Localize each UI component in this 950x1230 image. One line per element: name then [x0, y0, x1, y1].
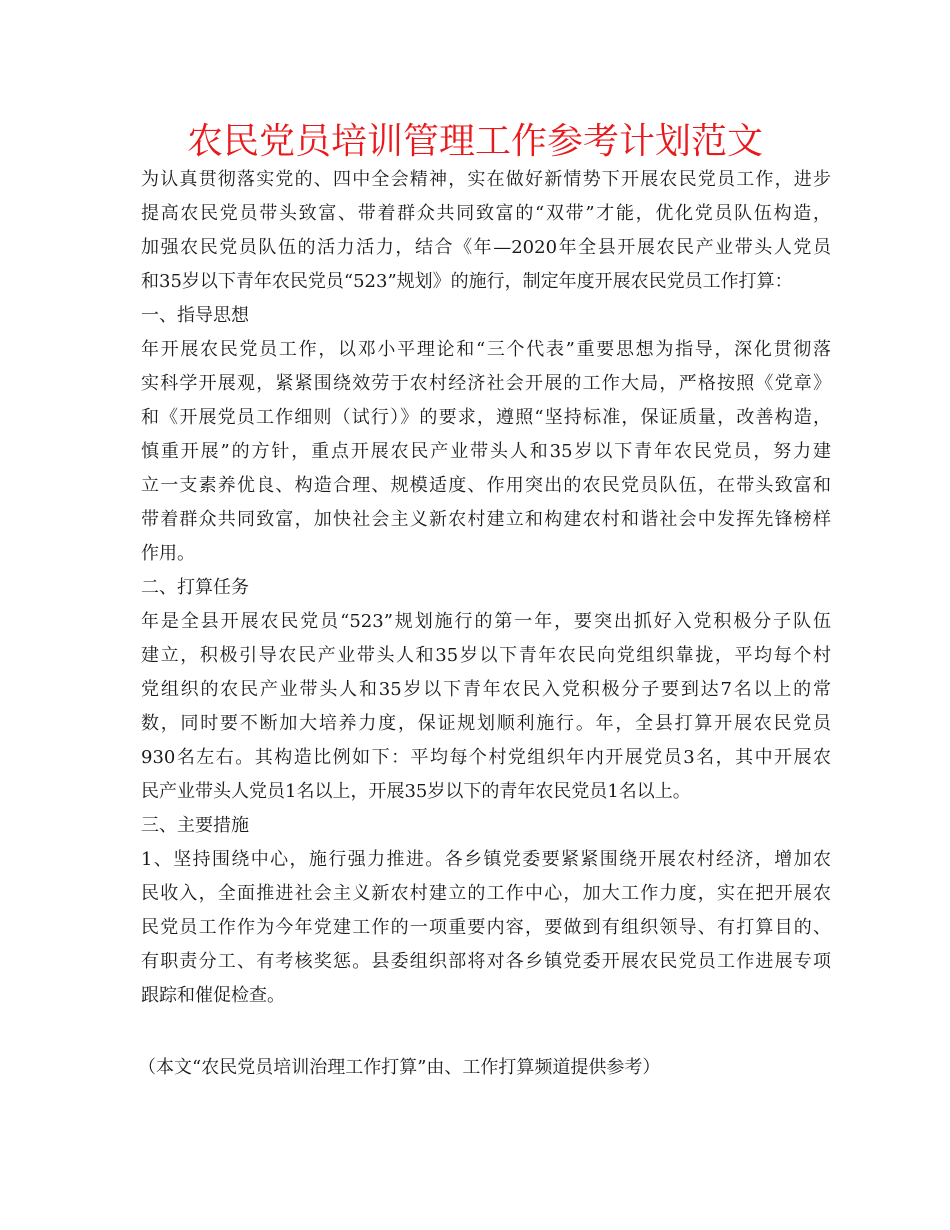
- section2-line: 数，同时要不断加大培养力度，保证规划顺利施行。年，全县打算开展农民党员: [141, 713, 831, 734]
- section1-line: 作用。: [141, 543, 195, 564]
- section2-line: 年是全县开展农民党员“523”规划施行的第一年，要突出抓好入党积极分子队伍: [141, 611, 831, 632]
- section-heading-main-measures: 三、主要措施: [141, 815, 249, 836]
- section-heading-plan-tasks: 二、打算任务: [141, 577, 249, 598]
- section1-line: 年开展农民党员工作，以邓小平理论和“三个代表”重要思想为指导，深化贯彻落: [141, 339, 831, 360]
- section1-line: 和《开展党员工作细则（试行）》的要求，遵照“坚持标准，保证质量，改善构造，: [141, 407, 831, 428]
- section2-line: 930名左右。其构造比例如下：平均每个村党组织年内开展党员3名，其中开展农: [141, 747, 831, 768]
- source-footnote: （本文“农民党员培训治理工作打算”由、工作打算频道提供参考）: [138, 1057, 661, 1078]
- section1-line: 慎重开展”的方针，重点开展农民产业带头人和35岁以下青年农民党员，努力建: [141, 441, 831, 462]
- intro-line: 和35岁以下青年农民党员“523”规划》的施行，制定年度开展农民党员工作打算：: [141, 271, 793, 292]
- section3-line: 民收入，全面推进社会主义新农村建立的工作中心，加大工作力度，实在把开展农: [141, 883, 831, 904]
- intro-line: 提高农民党员带头致富、带着群众共同致富的“双带”才能，优化党员队伍构造，: [141, 203, 831, 224]
- document-body: [141, 163, 831, 1013]
- section1-line: 带着群众共同致富，加快社会主义新农村建立和构建农村和谐社会中发挥先锋榜样: [141, 509, 831, 530]
- section3-line: 跟踪和催促检查。: [141, 985, 285, 1006]
- section3-line: 民党员工作作为今年党建工作的一项重要内容，要做到有组织领导、有打算目的、: [141, 917, 831, 938]
- section1-line: 实科学开展观，紧紧围绕效劳于农村经济社会开展的工作大局，严格按照《党章》: [141, 373, 831, 394]
- intro-line: 为认真贯彻落实党的、四中全会精神，实在做好新情势下开展农民党员工作，进步: [141, 169, 831, 190]
- section3-line: 1、坚持围绕中心，施行强力推进。各乡镇党委要紧紧围绕开展农村经济，增加农: [141, 849, 831, 870]
- section2-line: 民产业带头人党员1名以上，开展35岁以下的青年农民党员1名以上。: [141, 781, 691, 802]
- section2-line: 党组织的农民产业带头人和35岁以下青年农民入党积极分子要到达7名以上的常: [141, 679, 831, 700]
- section-heading-guiding-thought: 一、指导思想: [141, 305, 249, 326]
- intro-line: 加强农民党员队伍的活力活力，结合《年—2020年全县开展农民产业带头人党员: [141, 237, 831, 258]
- document-title: 农民党员培训管理工作参考计划范文: [186, 121, 763, 162]
- section3-line: 有职责分工、有考核奖惩。县委组织部将对各乡镇党委开展农民党员工作进展专项: [141, 951, 831, 972]
- section2-line: 建立，积极引导农民产业带头人和35岁以下青年农民向党组织靠拢，平均每个村: [141, 645, 831, 666]
- section1-line: 立一支素养优良、构造合理、规模适度、作用突出的农民党员队伍，在带头致富和: [141, 475, 831, 496]
